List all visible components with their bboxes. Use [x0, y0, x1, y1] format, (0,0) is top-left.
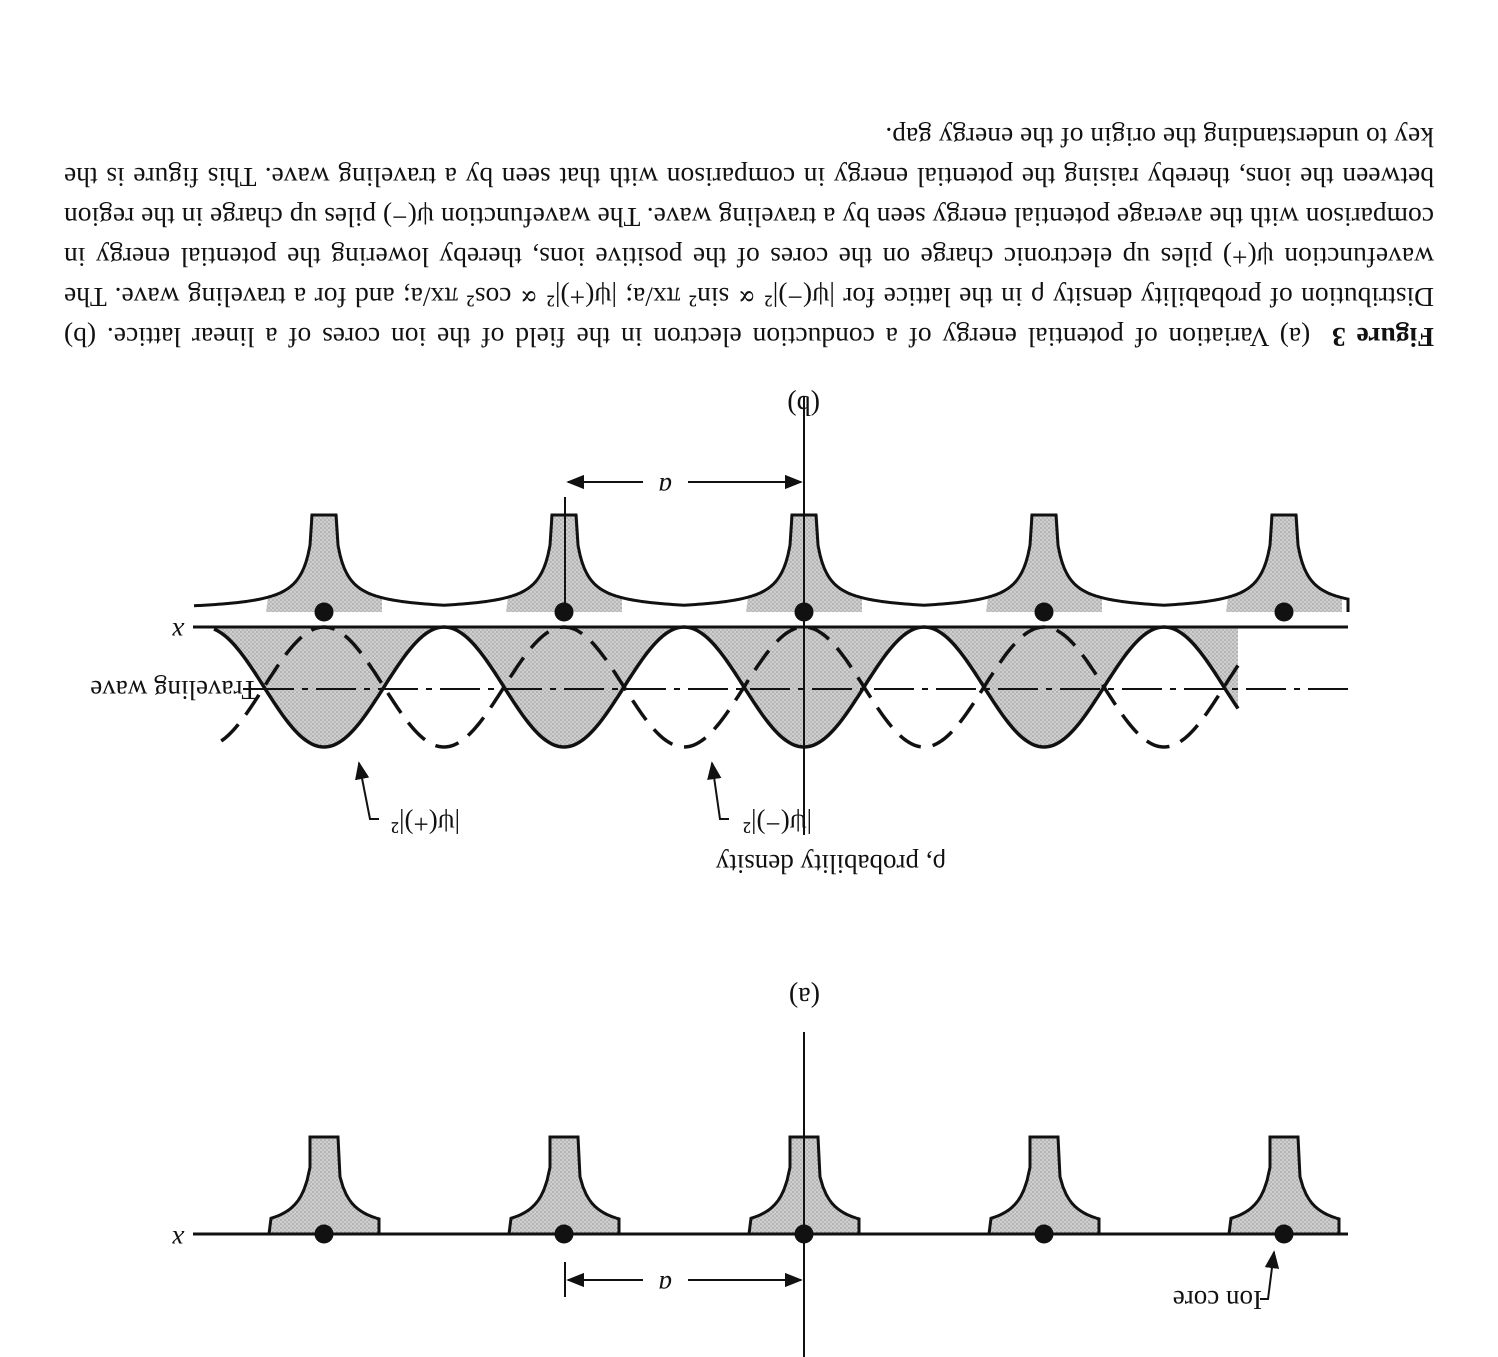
ion-core-dot: [1275, 1225, 1294, 1244]
caption-text: (a) Variation of potential energy of a conduction electron in the field of the ion cores of a linear lattice. (b) Distribution of probability density ρ in the lattice for |ψ(−)|² ∝ sin² πx/a; |ψ(+)|² ∝ cos² πx/a; and for a traveling wave. The wavefunction ψ(+) piles up electronic charge on the cores of the positive ions, thereby lowering the potential energy in comparison with the average potential energy seen by a traveling wave. The wavefunction ψ(−) piles up charge in the region between the ions, thereby raising the potential energy in comparison with that seen by a traveling wave. This figure is the key to understanding the origin of the energy gap.: [64, 122, 1434, 353]
ion-core-dot: [795, 1225, 814, 1244]
ion-core-dot: [1275, 603, 1294, 622]
psi-plus-shaded-area: [213, 627, 1238, 747]
traveling-wave-label: Traveling wave: [90, 675, 258, 705]
ion-core-dot: [315, 603, 334, 622]
potential-peak: [989, 1137, 1099, 1234]
ion-core-dot: [555, 1225, 574, 1244]
panel-a-spacing-label: a: [658, 1270, 672, 1300]
panel-a-x-label: x: [172, 1225, 184, 1255]
psi-minus-label: |ψ(−)|²: [742, 809, 812, 839]
panel-b-spacing-label: a: [658, 472, 672, 502]
probability-density-label: ρ, probability density: [715, 849, 946, 879]
ion-core-dot: [315, 1225, 334, 1244]
psi-plus-label: |ψ(+)|²: [390, 809, 460, 839]
panel-b-x-label: x: [172, 617, 184, 647]
panel-b-probability-density: [193, 397, 1348, 835]
panel-a-label: (a): [788, 981, 820, 1012]
psi-minus-pointer: [712, 763, 729, 819]
ion-core-dot: [795, 603, 814, 622]
ion-core-pointer: [1260, 1252, 1274, 1299]
psi-plus-pointer: [359, 763, 379, 819]
ion-core-dot: [1035, 603, 1054, 622]
potential-peak: [1229, 1137, 1339, 1234]
figure-number: Figure 3: [1331, 322, 1434, 353]
ion-core-label: Ion core: [1172, 1285, 1262, 1315]
panel-b-label: (b): [787, 389, 820, 420]
ion-core-dot: [1035, 1225, 1054, 1244]
potential-peak: [269, 1137, 379, 1234]
potential-peak: [509, 1137, 619, 1234]
figure-caption: [64, 117, 1434, 357]
